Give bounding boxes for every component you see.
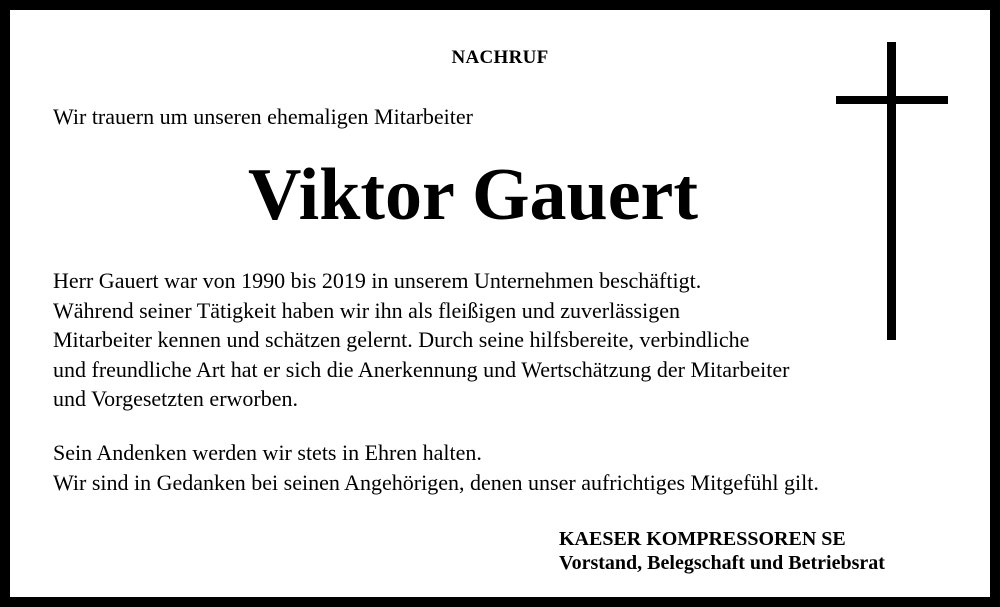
obituary-heading: NACHRUF <box>451 47 549 68</box>
tribute-line: Mitarbeiter kennen und schätzen gelernt. Durch seine hilfsbereite, verbindliche <box>53 327 750 353</box>
tribute-line: Während seiner Tätigkeit haben wir ihn als fleißigen und zuverlässigen <box>53 297 680 323</box>
intro-text: Wir trauern um unseren ehemaligen Mitarbeiter <box>53 104 473 129</box>
closing-line: Wir sind in Gedanken bei seinen Angehörigen, denen unser aufrichtiges Mitgefühl gilt. <box>53 469 819 495</box>
tribute-line: und Vorgesetzten erworben. <box>53 386 298 412</box>
tribute-paragraph <box>53 266 789 414</box>
closing-line: Sein Andenken werden wir stets in Ehren halten. <box>53 440 482 465</box>
signature-groups: Vorstand, Belegschaft und Betriebsrat <box>559 552 885 574</box>
signature-company: KAESER KOMPRESSOREN SE <box>559 528 846 550</box>
tribute-line: Herr Gauert war von 1990 bis 2019 in unserem Unternehmen beschäftigt. <box>53 268 702 293</box>
deceased-name: Viktor Gauert <box>247 154 699 236</box>
closing-paragraph <box>53 438 819 497</box>
cross-icon <box>836 42 948 340</box>
signature-block <box>559 527 885 575</box>
tribute-line: und freundliche Art hat er sich die Anerkennung und Wertschätzung der Mitarbeiter <box>53 356 790 382</box>
